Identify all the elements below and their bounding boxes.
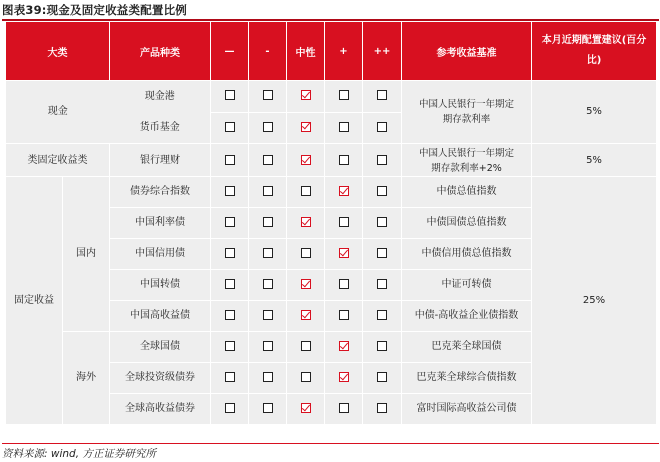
checkbox-icon (225, 217, 235, 227)
checkbox-icon (225, 186, 235, 196)
checkbox-icon (225, 155, 235, 165)
checkbox-icon (263, 122, 273, 132)
checked-checkbox-icon (339, 341, 349, 351)
checked-checkbox-icon (339, 372, 349, 382)
check-cell (211, 301, 249, 332)
check-cell (325, 363, 363, 394)
subgroup-domestic: 国内 (63, 177, 110, 332)
benchmark-line: 中国人民银行一年期定 (418, 99, 514, 110)
checked-checkbox-icon (301, 310, 311, 320)
check-cell (211, 177, 249, 208)
checkbox-icon (339, 279, 349, 289)
check-cell (249, 144, 287, 179)
checkbox-icon (377, 279, 387, 289)
check-cell (325, 239, 363, 270)
benchmark: 富时国际高收益公司债 (402, 394, 532, 425)
check-cell (325, 144, 363, 179)
check-cell (363, 332, 402, 363)
checked-checkbox-icon (301, 403, 311, 413)
table-row (6, 177, 657, 208)
header-neutral: 中性 (287, 22, 325, 81)
check-cell (249, 81, 287, 113)
header-overweight: + (325, 22, 363, 81)
product-name: 全球高收益债券 (110, 394, 211, 425)
check-cell (249, 112, 287, 144)
check-cell (363, 208, 402, 239)
check-cell (325, 177, 363, 208)
checkbox-icon (263, 90, 273, 100)
header-strong-underweight: — (211, 22, 249, 81)
table-row (6, 81, 657, 113)
check-cell (249, 301, 287, 332)
checkbox-icon (339, 122, 349, 132)
checked-checkbox-icon (339, 186, 349, 196)
check-cell (363, 81, 402, 113)
group-cash-label: 现金 (47, 106, 68, 117)
checkbox-icon (377, 90, 387, 100)
checkbox-icon (339, 155, 349, 165)
checkbox-icon (225, 90, 235, 100)
checkbox-icon (301, 186, 311, 196)
checkbox-icon (225, 310, 235, 320)
check-cell (211, 270, 249, 301)
checkbox-icon (225, 403, 235, 413)
checkbox-icon (225, 248, 235, 258)
checkbox-icon (339, 310, 349, 320)
checkbox-icon (263, 186, 273, 196)
check-cell (287, 177, 325, 208)
check-cell (249, 177, 287, 208)
checkbox-icon (377, 122, 387, 132)
checked-checkbox-icon (301, 122, 311, 132)
check-cell (325, 270, 363, 301)
check-cell (249, 208, 287, 239)
check-cell (287, 301, 325, 332)
product-name: 中国利率债 (110, 208, 211, 239)
product-name: 全球投资级债券 (110, 363, 211, 394)
checkbox-icon (377, 403, 387, 413)
checkbox-icon (339, 217, 349, 227)
check-cell (287, 332, 325, 363)
check-cell (287, 239, 325, 270)
check-cell (325, 112, 363, 144)
allocation-table (5, 21, 657, 179)
header-strong-overweight: ++ (363, 22, 402, 81)
benchmark-quasi-fixed (402, 144, 532, 179)
header-benchmark: 参考收益基准 (402, 22, 532, 81)
allocation-fixed: 25% (532, 177, 657, 425)
check-cell (249, 270, 287, 301)
checkbox-icon (263, 372, 273, 382)
header-allocation: 本月近期配置建议(百分比) (532, 22, 657, 81)
checkbox-icon (377, 155, 387, 165)
checkbox-icon (225, 122, 235, 132)
product-name: 全球国债 (110, 332, 211, 363)
product-name: 中国转债 (110, 270, 211, 301)
check-cell (211, 208, 249, 239)
checkbox-icon (225, 279, 235, 289)
group-fixed: 固定收益 (6, 177, 63, 425)
checkbox-icon (263, 310, 273, 320)
checked-checkbox-icon (301, 217, 311, 227)
check-cell (249, 332, 287, 363)
check-cell (287, 144, 325, 179)
checked-checkbox-icon (339, 248, 349, 258)
benchmark: 中债-高收益企业债指数 (402, 301, 532, 332)
checkbox-icon (301, 248, 311, 258)
checkbox-icon (263, 155, 273, 165)
group-quasi-fixed: 类固定收益类 (6, 144, 110, 179)
check-cell (287, 81, 325, 113)
group-cash (6, 81, 211, 144)
checkbox-icon (377, 217, 387, 227)
checkbox-icon (339, 403, 349, 413)
product-name: 货币基金 (110, 112, 211, 143)
checkbox-icon (225, 372, 235, 382)
check-cell (325, 332, 363, 363)
header-product: 产品种类 (110, 22, 211, 81)
check-cell (325, 208, 363, 239)
check-cell (287, 208, 325, 239)
check-cell (287, 270, 325, 301)
fixed-income-table (5, 176, 657, 425)
product-name: 银行理财 (110, 144, 211, 179)
check-cell (287, 112, 325, 144)
benchmark: 中证可转债 (402, 270, 532, 301)
check-cell (363, 144, 402, 179)
check-cell (249, 394, 287, 425)
benchmark: 中债信用债总值指数 (402, 239, 532, 270)
check-cell (325, 301, 363, 332)
check-cell (211, 144, 249, 179)
checkbox-icon (339, 90, 349, 100)
source-note: 资料来源: wind, 方正证券研究所 (2, 448, 156, 460)
checkbox-icon (377, 341, 387, 351)
check-cell (363, 394, 402, 425)
checked-checkbox-icon (301, 155, 311, 165)
figure-title: 图表39:现金及固定收益类配置比例 (2, 3, 188, 17)
checkbox-icon (377, 248, 387, 258)
product-name: 现金港 (110, 81, 211, 112)
check-cell (363, 112, 402, 144)
checkbox-icon (301, 372, 311, 382)
check-cell (287, 363, 325, 394)
check-cell (325, 81, 363, 113)
benchmark: 巴克莱全球国债 (402, 332, 532, 363)
allocation-quasi-fixed: 5% (532, 144, 657, 179)
checkbox-icon (301, 341, 311, 351)
bottom-divider (2, 443, 659, 444)
benchmark: 中债国债总值指数 (402, 208, 532, 239)
check-cell (363, 270, 402, 301)
table-row (6, 144, 657, 179)
checkbox-icon (377, 186, 387, 196)
product-name: 中国信用债 (110, 239, 211, 270)
allocation-cash: 5% (532, 81, 657, 144)
subgroup-overseas: 海外 (63, 332, 110, 425)
check-cell (211, 394, 249, 425)
checked-checkbox-icon (301, 90, 311, 100)
checkbox-icon (377, 310, 387, 320)
check-cell (211, 81, 249, 113)
check-cell (363, 177, 402, 208)
checked-checkbox-icon (301, 279, 311, 289)
check-cell (211, 363, 249, 394)
checkbox-icon (263, 341, 273, 351)
check-cell (211, 112, 249, 144)
checkbox-icon (263, 403, 273, 413)
check-cell (363, 239, 402, 270)
check-cell (211, 332, 249, 363)
check-cell (363, 301, 402, 332)
check-cell (363, 363, 402, 394)
check-cell (249, 239, 287, 270)
check-cell (211, 239, 249, 270)
product-name: 中国高收益债 (110, 301, 211, 332)
checkbox-icon (263, 217, 273, 227)
header-category: 大类 (6, 22, 110, 81)
checkbox-icon (225, 341, 235, 351)
checkbox-icon (263, 248, 273, 258)
benchmark-line: 期存款利率 (442, 114, 491, 125)
checkbox-icon (263, 279, 273, 289)
checkbox-icon (377, 372, 387, 382)
check-cell (287, 394, 325, 425)
benchmark-line: 中国人民银行一年期定 (418, 148, 514, 159)
benchmark-cash (402, 81, 532, 144)
check-cell (325, 394, 363, 425)
benchmark-line: 期存款利率+2% (431, 163, 502, 174)
product-name: 债券综合指数 (110, 177, 211, 208)
header-row (6, 22, 657, 81)
benchmark: 巴克莱全球综合债指数 (402, 363, 532, 394)
benchmark: 中债总值指数 (402, 177, 532, 208)
header-underweight: - (249, 22, 287, 81)
check-cell (249, 363, 287, 394)
